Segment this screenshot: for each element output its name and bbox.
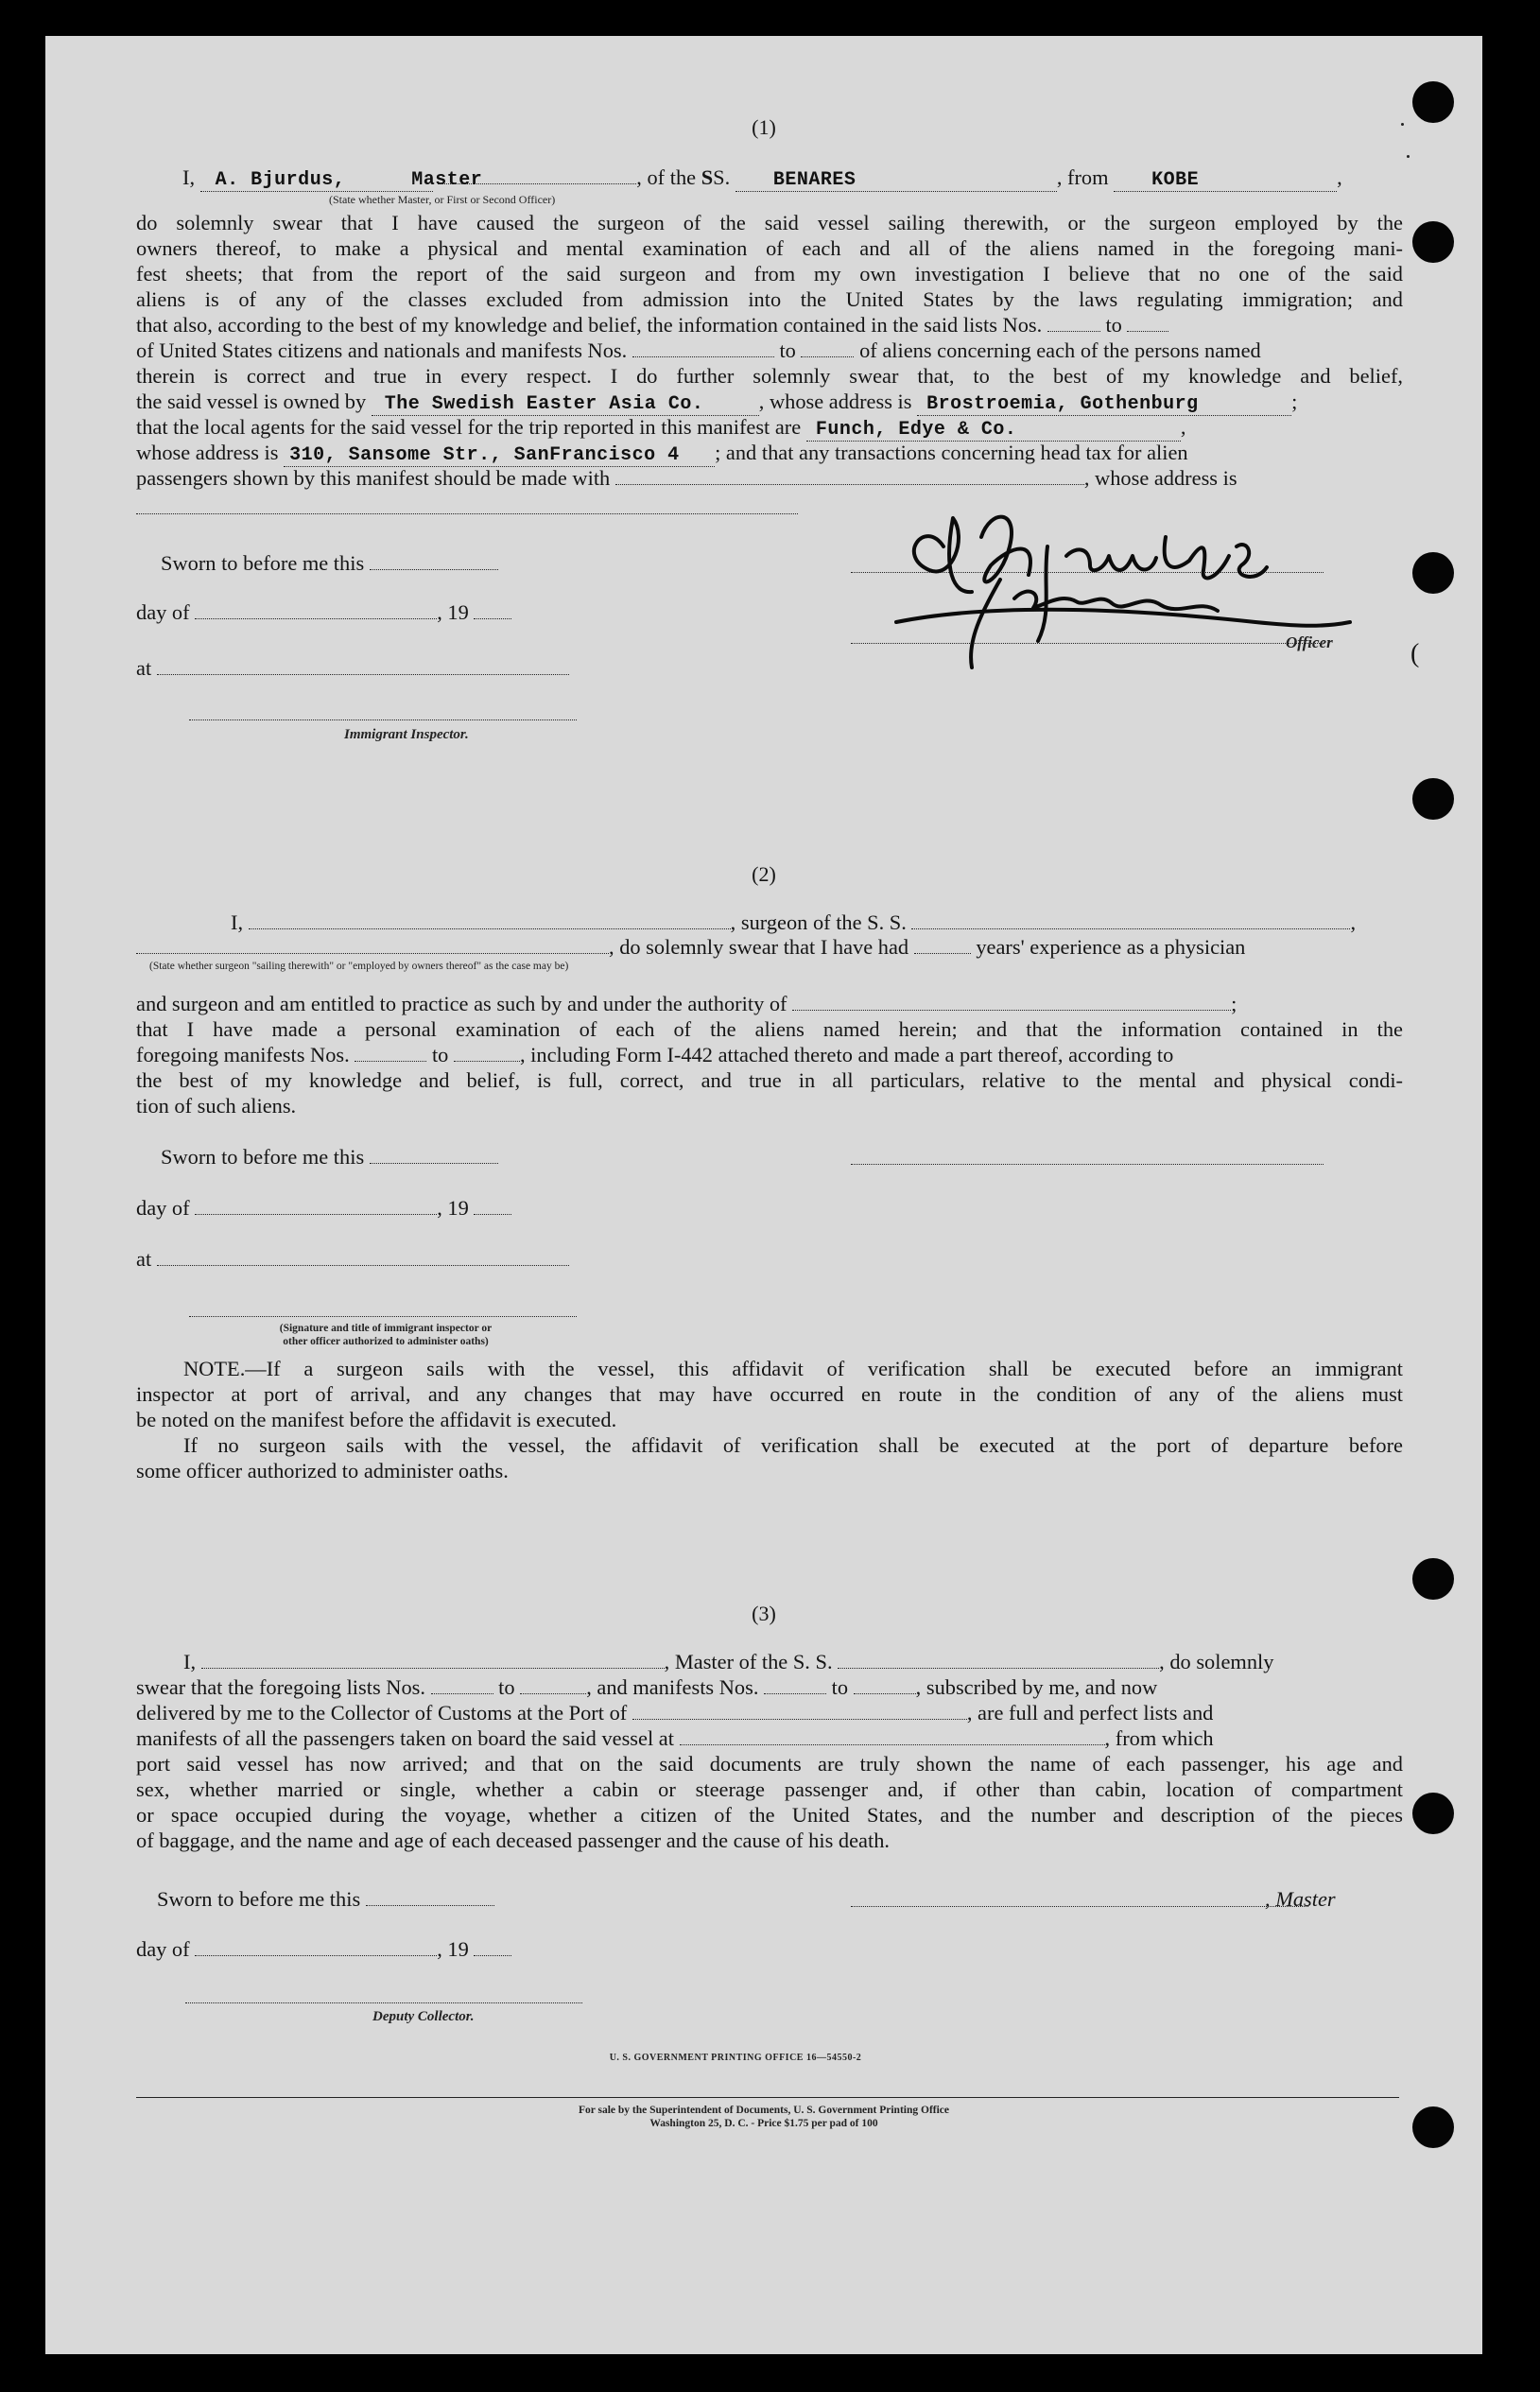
text: , 19 [437, 600, 469, 624]
affidavit-2-line-4: that I have made a personal examination of each of the aliens named herein; and that the information contained in the [136, 1017, 1403, 1041]
note-line: some officer authorized to administer oaths. [136, 1459, 509, 1482]
note-line: If no surgeon sails with the vessel, the affidavit of verification shall be executed at the port of departure before [183, 1433, 1403, 1457]
text: to [498, 1675, 515, 1699]
blank [520, 1676, 586, 1694]
sworn-line [161, 1144, 498, 1170]
blank [195, 601, 437, 619]
blank [370, 552, 498, 570]
text: to [431, 1043, 449, 1066]
affidavit-3-line-7: or space occupied during the voyage, whether a citizen of the United States, and the number and description of the pieces [136, 1803, 1403, 1827]
affidavit-3-line-3 [136, 1700, 1213, 1726]
note-line [183, 1356, 1403, 1382]
master-caption: , Master [1265, 1887, 1336, 1911]
text: , subscribed by me, and now [915, 1675, 1158, 1699]
speck [1407, 155, 1410, 158]
text: to [779, 338, 796, 362]
punch-hole [1412, 1558, 1454, 1600]
surgeon-state-note: (State whether surgeon "sailing therewith" or "employed by owners thereof" as the case may be) [149, 961, 569, 972]
affidavit-2-line-2 [136, 934, 1245, 961]
affidavit-3-line-5: port said vessel has now arrived; and that on the said documents are truly shown the name of each passenger, his age and [136, 1752, 1403, 1776]
divider [136, 513, 798, 514]
affidavit-3-line-1 [183, 1649, 1273, 1675]
blank [474, 1197, 511, 1215]
affidavit-2-line-6: the best of my knowledge and belief, is full, correct, and true in all particulars, relative to the mental and physical condi- [136, 1068, 1403, 1092]
affidavit-2-line-1 [231, 910, 1356, 936]
gpo-imprint: U. S. GOVERNMENT PRINTING OFFICE 16—54550-2 [609, 2053, 862, 2063]
blank [157, 657, 569, 675]
note-line: be noted on the manifest before the affidavit is executed. [136, 1408, 617, 1431]
blank [136, 936, 609, 954]
agents-name: Funch, Edye & Co. [815, 419, 1017, 441]
port-name: KOBE [1151, 169, 1200, 191]
text: to [831, 1675, 849, 1699]
owner-address-field [917, 394, 1291, 416]
affidavit-3-heading: (3) [752, 1602, 776, 1625]
signature-line [189, 719, 577, 720]
text: ; [1231, 992, 1237, 1015]
blank [911, 911, 1350, 929]
affidavit-2-heading: (2) [752, 862, 776, 886]
blank [632, 339, 774, 357]
text: , including Form I-442 attached thereto and made a part thereof, according to [519, 1043, 1174, 1066]
text: to [1105, 313, 1122, 337]
blank [366, 1888, 494, 1906]
signature-line [189, 1316, 577, 1317]
blank [474, 601, 511, 619]
text: , [1337, 165, 1342, 189]
text: delivered by me to the Collector of Customs at the Port of [136, 1701, 628, 1725]
affidavit-2-line-3 [136, 991, 1237, 1017]
text: , [1350, 910, 1357, 934]
ss-mark: S [701, 165, 714, 189]
affidavit-1-para-line: aliens is of any of the classes excluded from admission into the United States by the laws regulating immigration; and [136, 287, 1403, 311]
owner-name: The Swedish Easter Asia Co. [384, 393, 704, 415]
text: swear that the foregoing lists Nos. [136, 1675, 425, 1699]
day-of-line [136, 1936, 511, 1963]
footer-rule [136, 2097, 1399, 2098]
blank [801, 339, 854, 357]
affidavit-1-para-line: fest sheets; that from the report of the said surgeon and from my own investigation I believe that no one of the said [136, 262, 1403, 286]
at-line [136, 1246, 569, 1273]
affidavit-3-line-8: of baggage, and the name and age of each deceased passenger and the cause of his death. [136, 1829, 890, 1852]
text: I, [182, 165, 196, 189]
text: of United States citizens and nationals and manifests Nos. [136, 338, 628, 362]
text: , do solemnly swear that I have had [609, 935, 909, 959]
affidavit-1-para-line [136, 389, 1297, 416]
text: , and manifests Nos. [586, 1675, 759, 1699]
text: ; and that any transactions concerning head tax for alien [715, 441, 1188, 464]
owner-address: Brostroemia, Gothenburg [926, 393, 1199, 415]
text: years' experience as a physician [976, 935, 1246, 959]
state-whether-note: (State whether Master, or First or Second Officer) [329, 193, 556, 206]
blank [355, 1044, 426, 1062]
affidavit-1-line-1 [182, 165, 1342, 192]
text: other officer authorized to administer oaths) [283, 1336, 489, 1347]
text: day of [136, 1196, 190, 1220]
master-name: A. Bjurdus, [215, 169, 346, 191]
blank [454, 1044, 520, 1062]
day-of-line [136, 1195, 511, 1222]
blank [249, 911, 731, 929]
text: , 19 [437, 1937, 469, 1961]
deputy-collector-caption: Deputy Collector. [372, 2009, 475, 2024]
text: , whose address is [1083, 466, 1237, 490]
affidavit-3-line-2 [136, 1674, 1157, 1701]
blank [792, 993, 1231, 1011]
master-name-field [200, 169, 483, 192]
owner-field [372, 394, 759, 416]
blank [438, 166, 636, 184]
punch-hole [1412, 778, 1454, 820]
at-line [136, 655, 569, 682]
blank [157, 1248, 569, 1266]
text: , from [1056, 165, 1109, 189]
text: , Master of the S. S. [664, 1650, 833, 1673]
text: , are full and perfect lists and [966, 1701, 1214, 1725]
signature-line [185, 2002, 582, 2003]
blank [838, 1651, 1159, 1669]
master-rank: Master [411, 169, 483, 191]
affidavit-3-line-6: sex, whether married or single, whether a cabin or steerage passenger and, if other than cabin, location of compartment [136, 1777, 1403, 1801]
text: , from which [1104, 1726, 1214, 1750]
text: day of [136, 600, 190, 624]
text: S. [713, 165, 731, 189]
text: that the local agents for the said vessel for the trip reported in this manifest are [136, 415, 802, 439]
text: ; [1291, 390, 1298, 413]
blank [431, 1676, 493, 1694]
blank [854, 1676, 916, 1694]
affidavit-2-line-7: tion of such aliens. [136, 1094, 297, 1118]
text: and surgeon and am entitled to practice as such by and under the authority of [136, 992, 787, 1015]
affidavit-2-line-5 [136, 1042, 1173, 1068]
text: of aliens concerning each of the persons named [859, 338, 1261, 362]
punch-hole [1412, 552, 1454, 594]
text: Sworn to before me this [161, 1145, 365, 1169]
note-line: inspector at port of arrival, and any changes that may have occurred en route in the condition of any of the aliens must [136, 1382, 1403, 1406]
sworn-line [157, 1886, 494, 1913]
text: at [136, 656, 152, 680]
text: , whose address is [758, 390, 912, 413]
agents-field [806, 420, 1181, 442]
text: (Signature and title of immigrant inspector or [279, 1323, 493, 1334]
blank [474, 1938, 511, 1956]
text: at [136, 1247, 152, 1271]
punch-hole [1412, 1793, 1454, 1834]
day-of-line [136, 599, 511, 626]
text: Washington 25, D. C. - Price $1.75 per pad of 100 [649, 2118, 878, 2129]
agents-address-field [284, 445, 715, 467]
blank [764, 1676, 826, 1694]
handwritten-signature [877, 480, 1369, 669]
blank [632, 1702, 967, 1720]
punch-hole [1412, 2106, 1454, 2148]
text: I, [231, 910, 244, 934]
text: day of [136, 1937, 190, 1961]
officer-caption: Officer [1286, 633, 1333, 651]
immigrant-inspector-caption: Immigrant Inspector. [344, 727, 469, 742]
sworn-line [161, 550, 498, 577]
note-label: NOTE. [183, 1357, 246, 1380]
vessel-name-field [735, 170, 1057, 192]
master-signature-line [851, 1906, 1308, 1907]
text: that also, according to the best of my knowledge and belief, the information contained in the said lists Nos. [136, 313, 1043, 337]
sale-imprint [433, 2104, 1095, 2130]
text: —If a surgeon sails with the vessel, this affidavit of verification shall be executed before an immigrant [245, 1357, 1403, 1380]
affidavit-1-para-line [136, 312, 1168, 338]
text: , [1180, 415, 1186, 439]
text: manifests of all the passengers taken on board the said vessel at [136, 1726, 674, 1750]
text: Sworn to before me this [161, 551, 365, 575]
blank [195, 1197, 437, 1215]
text: For sale by the Superintendent of Documents, U. S. Government Printing Office [578, 2105, 950, 2116]
punch-hole [1412, 221, 1454, 263]
text: I, [183, 1650, 197, 1673]
blank [195, 1938, 437, 1956]
blank [680, 1727, 1105, 1745]
text: , 19 [437, 1196, 469, 1220]
text: whose address is [136, 441, 279, 464]
margin-mark: ( [1410, 639, 1420, 668]
text: , do solemnly [1159, 1650, 1274, 1673]
blank [201, 1651, 665, 1669]
blank [1127, 314, 1168, 332]
text: , of the [636, 165, 697, 189]
affidavit-1-para-line [136, 440, 1188, 467]
text: passengers shown by this manifest should be made with [136, 466, 611, 490]
blank [1047, 314, 1100, 332]
affidavit-1-para-line [136, 414, 1185, 442]
agents-address: 310, Sansome Str., SanFrancisco 4 [289, 444, 680, 466]
affidavit-3-line-4 [136, 1725, 1214, 1752]
text: foregoing manifests Nos. [136, 1043, 350, 1066]
blank [370, 1146, 498, 1164]
port-field [1114, 170, 1337, 192]
text: Sworn to before me this [157, 1887, 361, 1911]
affidavit-1-para-line: do solemnly swear that I have caused the surgeon of the said vessel sailing therewith, or the surgeon employed by the [136, 211, 1403, 234]
vessel-name: BENARES [772, 169, 857, 191]
signature-line [851, 1164, 1324, 1165]
blank [914, 936, 971, 954]
affidavit-1-para-line: therein is correct and true in every respect. I do further solemnly swear that, to the best of my knowledge and belief, [136, 364, 1403, 388]
text: , surgeon of the S. S. [730, 910, 907, 934]
signature-note [187, 1322, 584, 1348]
affidavit-1-heading: (1) [752, 115, 776, 139]
document-page [45, 36, 1482, 2354]
affidavit-1-para-line [136, 338, 1261, 364]
affidavit-1-para-line: owners thereof, to make a physical and mental examination of each and all of the aliens named in the foregoing mani- [136, 236, 1403, 260]
text: the said vessel is owned by [136, 390, 367, 413]
